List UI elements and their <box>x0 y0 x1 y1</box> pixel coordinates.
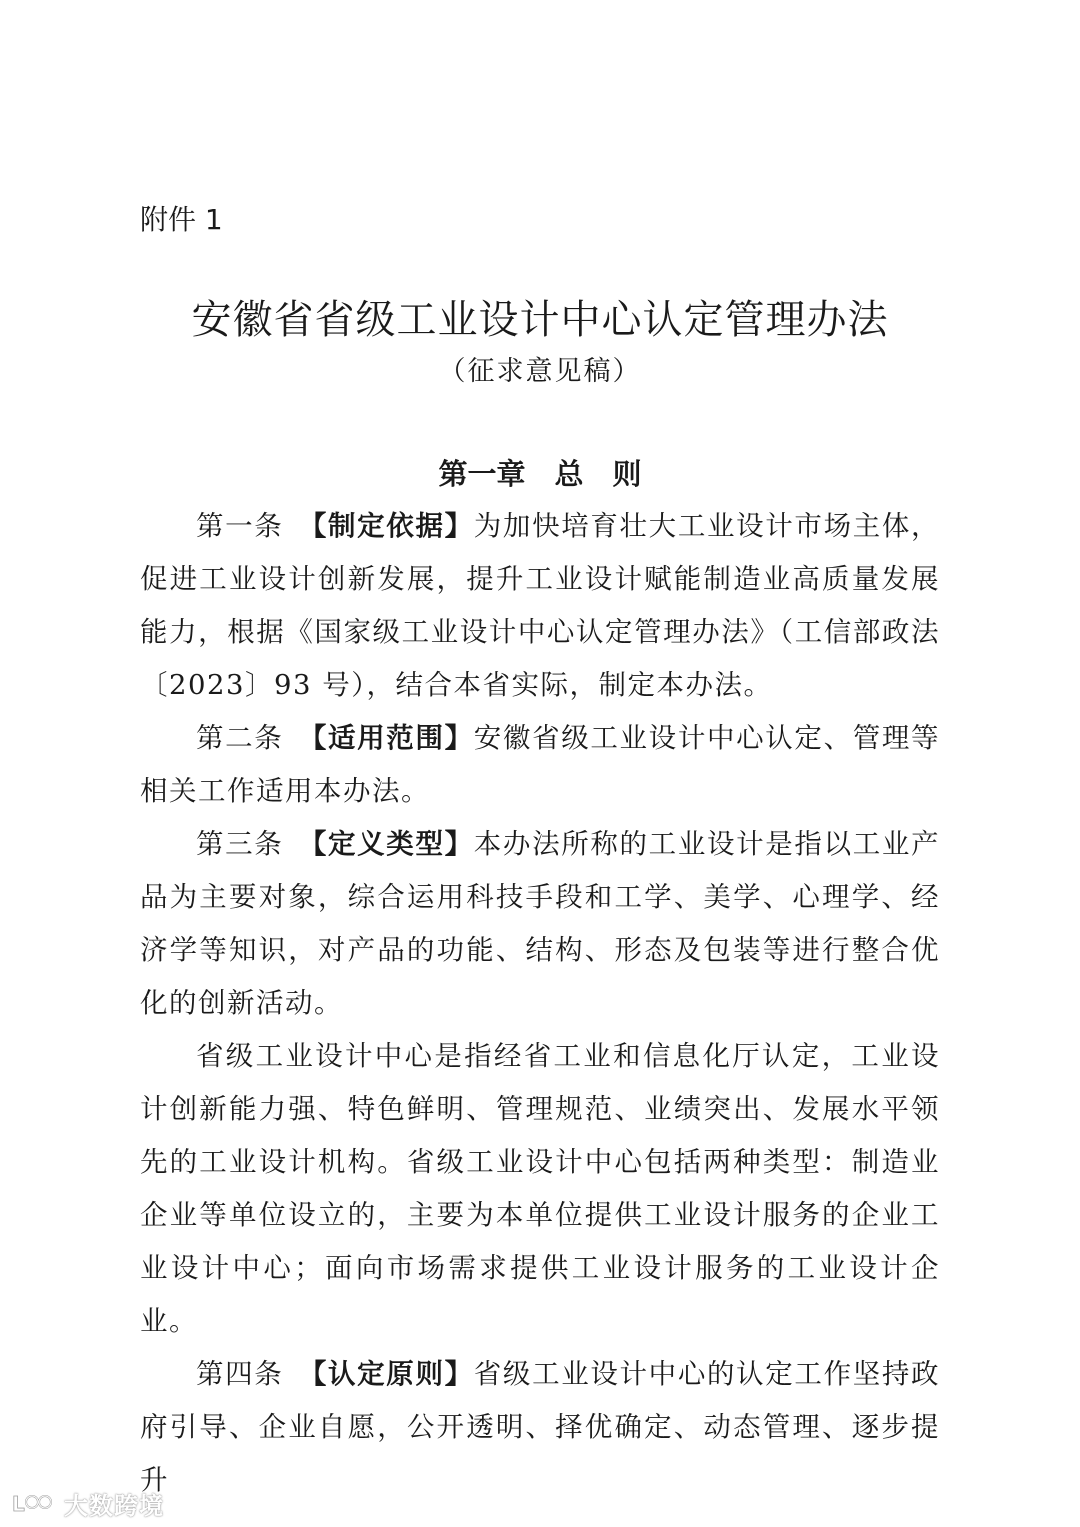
article-3 <box>140 818 940 1030</box>
document-body <box>140 500 940 1507</box>
document-subtitle: （征求意见稿） <box>438 356 642 387</box>
article-text: 省级工业设计中心的认定工作坚持政府引导、企业自愿，公开透明、择优确定、动态管理、逐步提升 <box>140 1358 941 1496</box>
attachment-label: 附件 1 <box>140 203 223 236</box>
article-number: 第二条 <box>196 722 284 754</box>
article-text: 安徽省级工业设计中心认定、管理等相关工作适用本办法。 <box>140 722 941 807</box>
article-tag: 【制定依据】 <box>312 510 474 542</box>
article-text: 本办法所称的工业设计是指以工业产品为主要对象，综合运用科技手段和工学、美学、心理学、经济学等知识，对产品的功能、结构、形态及包装等进行整合优化的创新活动。 <box>140 828 941 1019</box>
article-1 <box>140 500 940 712</box>
article-text: 为加快培育壮大工业设计市场主体，促进工业设计创新发展，提升工业设计赋能制造业高质量发展能力，根据《国家级工业设计中心认定管理办法》（工信部政法〔2023〕93 号），结合本省实际，制定本办法。 <box>140 510 941 701</box>
chapter-heading: 第一章 总 则 <box>438 457 642 491</box>
article-4 <box>140 1348 940 1507</box>
article-number: 第三条 <box>196 828 284 860</box>
article-number: 第一条 <box>196 510 284 542</box>
watermark <box>10 1486 164 1521</box>
article-number: 第四条 <box>196 1358 284 1390</box>
svg-text:L: L <box>12 1491 25 1516</box>
document-title: 安徽省省级工业设计中心认定管理办法 <box>191 297 889 343</box>
paragraph-centers-definition: 省级工业设计中心是指经省工业和信息化厅认定，工业设计创新能力强、特色鲜明、管理规范、业绩突出、发展水平领先的工业设计机构。省级工业设计中心包括两种类型：制造业企业等单位设立的，主要为本单位提供工业设计服务的企业工业设计中心；面向市场需求提供工业设计服务的工业设计企业。 <box>140 1040 940 1337</box>
logo-watermark-icon <box>10 1489 58 1519</box>
watermark-text: 大数跨境 <box>64 1492 164 1520</box>
article-tag: 【定义类型】 <box>312 828 474 860</box>
article-tag: 【适用范围】 <box>312 722 474 754</box>
article-tag: 【认定原则】 <box>312 1358 474 1390</box>
article-2 <box>140 712 940 818</box>
